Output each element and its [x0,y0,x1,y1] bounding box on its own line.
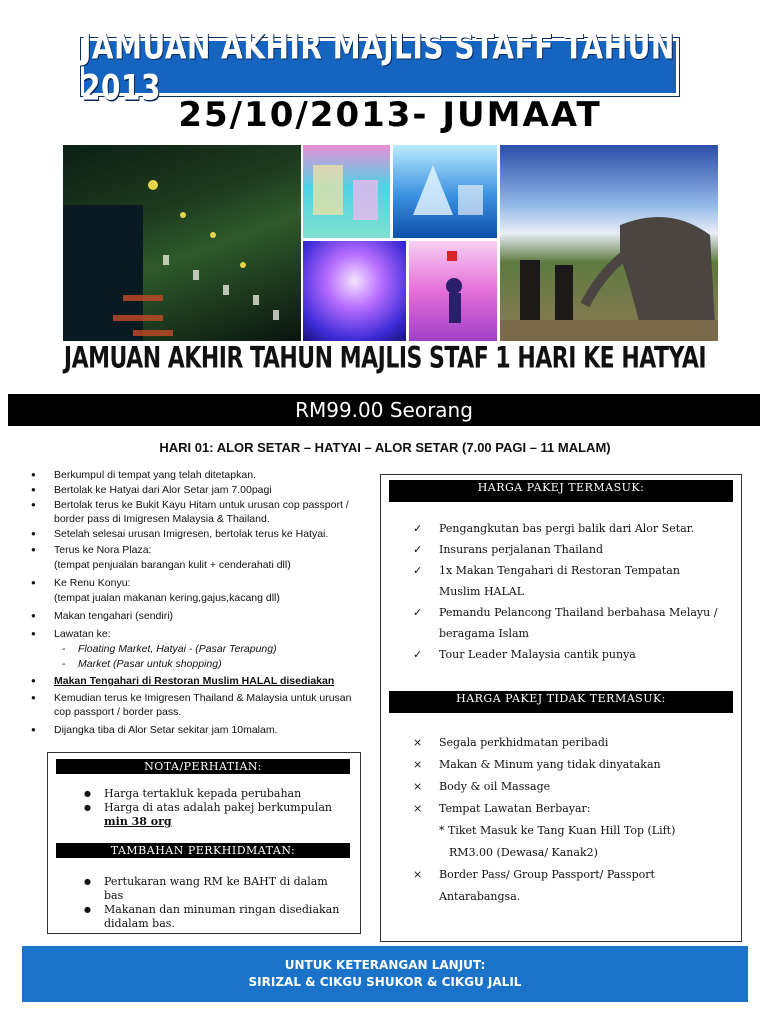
item-text: 1x Makan Tengahari di Restoran Tempatan Muslim HALAL [439,564,680,598]
floating-market-photo [63,145,301,341]
list-item [413,539,723,560]
check-icon: ✓ [413,648,423,661]
list-item [413,732,723,754]
list-item: - Floating Market, Hatyai - (Pasar Terapung) [28,642,368,656]
footer-contacts: SIRIZAL & CIKGU SHUKOR & CIKGU JALIL [248,975,522,989]
ice-sculpture-photo [303,145,390,238]
list-item [413,798,723,864]
nota-heading: NOTA/PERHATIAN: [56,759,350,774]
list-item: (tempat penjualan barangan kulit + cenderahati dll) [54,559,291,571]
trip-title: JAMUAN AKHIR TAHUN MAJLIS STAF 1 HARI KE HATYAI [63,341,707,376]
footer-heading: UNTUK KETERANGAN LANJUT: [284,958,486,972]
list-item: ● Kemudian terus ke Imigresen Thailand & Malaysia untuk urusan cop passport / border pass. [28,691,368,719]
cross-icon: × [413,736,423,749]
list-item: - Market (Pasar untuk shopping) [28,657,368,671]
list-item: ● Bertolak ke Hatyai dari Alor Setar jam 7.00pagi [28,483,368,497]
ice-castle-photo [393,145,497,238]
list-item: ● Makan tengahari (sendiri) [28,609,368,623]
cross-icon: × [413,758,423,771]
list-item: ● Dijangka tiba di Alor Setar sekitar jam 10malam. [28,723,368,737]
itinerary-list [28,468,368,738]
list-item [413,754,723,776]
day-heading: HARI 01: ALOR SETAR – HATYAI – ALOR SETAR (7.00 PAGI – 11 MALAM) [159,440,611,455]
item-text: Body & oil Massage [439,780,551,793]
tidak-termasuk-heading: HARGA PAKEJ TIDAK TERMASUK: [389,691,733,713]
item-text: Border Pass/ Group Passport/ Passport Antarabangsa. [439,868,655,903]
list-item [413,560,723,602]
list-item: (tempat jualan makanan kering,gajus,kacang dll) [54,592,280,604]
list-item [413,602,723,644]
list-item: ● Ke Renu Konyu: [28,576,368,590]
halal-lunch-note: Makan Tengahari di Restoran Muslim HALAL disediakan [54,675,335,687]
termasuk-list [413,518,723,665]
list-item: ● Lawatan ke: [28,627,368,641]
list-item [413,864,723,908]
price-label: RM99.00 Seorang [295,398,473,422]
min-group-note: min 38 org [104,815,172,828]
check-icon: ✓ [413,543,423,556]
item-text: Insurans perjalanan Thailand [439,543,603,556]
contact-footer [22,946,748,1002]
list-item: ● Terus ke Nora Plaza: [28,543,368,557]
list-item: ● Bertolak terus ke Bukit Kayu Hitam untuk urusan cop passport / border pass di Imigresen Malaysia & Thailand. [28,498,368,526]
nota-list [82,787,342,829]
list-item [413,644,723,665]
nota-item-text: Harga di atas adalah pakej berkumpulan [104,801,333,814]
list-item [413,518,723,539]
list-item: ● Setelah selesai urusan Imigresen, bertolak terus ke Hatyai. [28,527,368,541]
termasuk-heading: HARGA PAKEJ TERMASUK: [389,480,733,502]
list-item: ● Makanan dan minuman ringan disediakan didalam bas. [82,903,344,931]
list-item: ● Berkumpul di tempat yang telah ditetapkan. [28,468,368,482]
cross-icon: × [413,780,423,793]
list-item [28,674,368,688]
item-text: Makan & Minum yang tidak dinyatakan [439,758,661,771]
check-icon: ✓ [413,522,423,535]
nota-box [47,752,361,934]
check-icon: ✓ [413,606,423,619]
tambahan-list [82,875,344,931]
check-icon: ✓ [413,564,423,577]
cross-icon: × [413,868,423,881]
ice-figures-photo [409,241,497,341]
elephant-photo [500,145,718,341]
item-text: Pemandu Pelancong Thailand berbahasa Melayu / beragama Islam [439,606,718,640]
item-text: Tempat Lawatan Berbayar: [439,802,591,815]
list-item [413,776,723,798]
item-text: Segala perkhidmatan peribadi [439,736,609,749]
tiket-price: RM3.00 (Dewasa/ Kanak2) [449,846,598,859]
title-banner [80,25,680,109]
item-text: Tour Leader Malaysia cantik punya [439,648,636,661]
event-date: 25/10/2013- JUMAAT [178,95,602,135]
tidak-termasuk-list [413,732,723,908]
item-text: Pengangkutan bas pergi balik dari Alor Setar. [439,522,695,535]
list-item [82,801,342,829]
tiket-line: * Tiket Masuk ke Tang Kuan Hill Top (Lift) [439,824,676,837]
package-box [380,474,742,942]
ice-tunnel-photo [303,241,406,341]
list-item: ● Pertukaran wang RM ke BAHT di dalam bas [82,875,344,903]
tambahan-heading: TAMBAHAN PERKHIDMATAN: [56,843,350,858]
cross-icon: × [413,802,423,815]
list-item: ● Harga tertakluk kepada perubahan [82,787,342,801]
price-bar [8,394,760,426]
page-title: JAMUAN AKHIR MAJLIS STAFF TAHUN 2013 [81,25,675,109]
